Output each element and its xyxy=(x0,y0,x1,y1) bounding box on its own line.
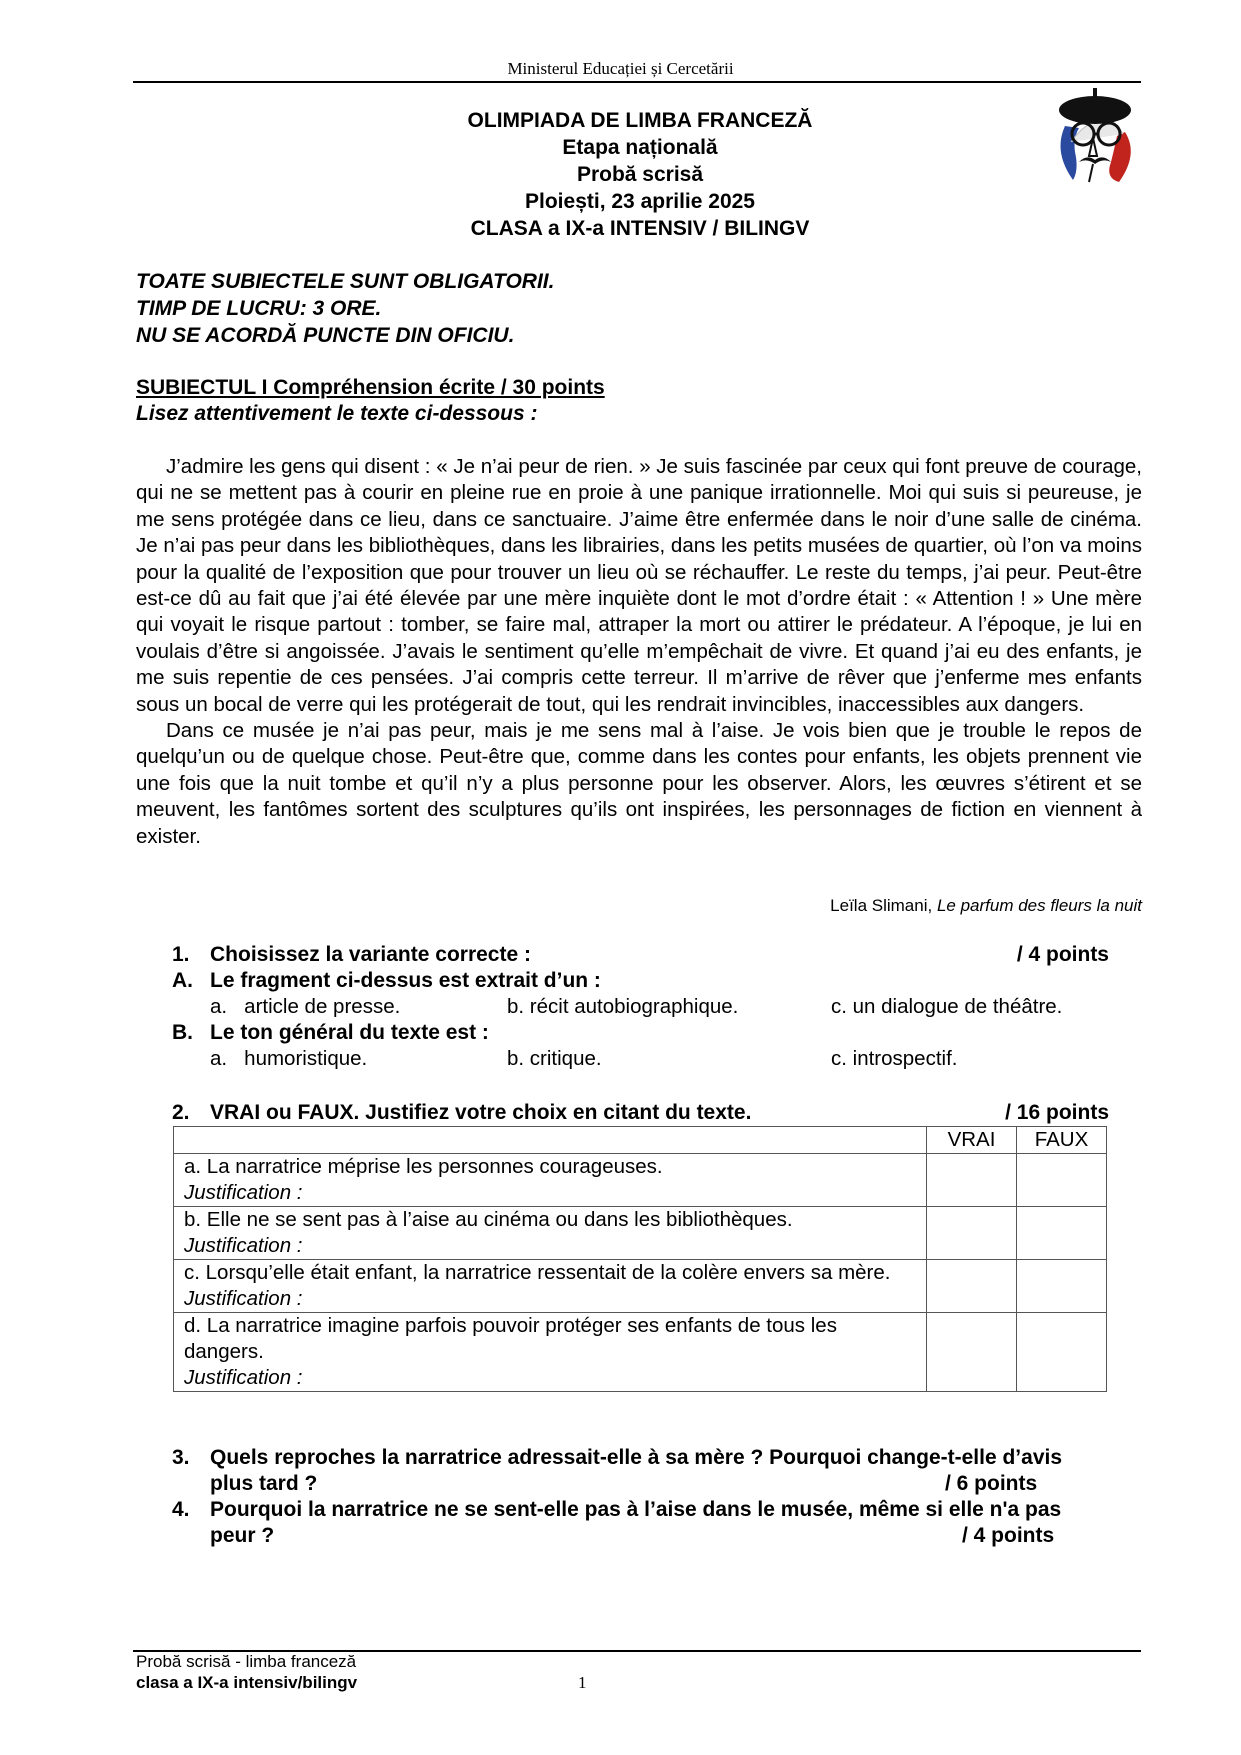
question-text: VRAI ou FAUX. Justifiez votre choix en citant du texte. xyxy=(210,1101,752,1124)
statement-header xyxy=(174,1127,927,1154)
exam-rules xyxy=(136,268,554,349)
footer-exam-type: Probă scrisă - limba franceză xyxy=(136,1652,357,1671)
justification-field[interactable]: Justification : xyxy=(184,1366,303,1389)
false-answer-cell[interactable] xyxy=(1017,1313,1107,1392)
page-number: 1 xyxy=(578,1673,587,1692)
option-1b-c: c. introspectif. xyxy=(831,1047,958,1070)
statement-text: d. La narratrice imagine parfois pouvoir protéger ses enfants de tous les dangers. xyxy=(184,1314,837,1363)
table-row xyxy=(174,1260,1107,1313)
rule-mandatory: TOATE SUBIECTELE SUNT OBLIGATORII. xyxy=(136,270,555,293)
false-answer-cell[interactable] xyxy=(1017,1154,1107,1207)
question-points: / 16 points xyxy=(1005,1101,1109,1124)
question-points: / 4 points xyxy=(1016,943,1109,966)
rule-no-free-points: NU SE ACORDĂ PUNCTE DIN OFICIU. xyxy=(136,324,515,347)
olympiad-title: OLIMPIADA DE LIMBA FRANCEZĂ xyxy=(467,109,813,132)
exam-title-block xyxy=(0,107,1241,242)
question-text-line1: Pourquoi la narratrice ne se sent-elle pas à l’aise dans le musée, même si elle n'a pas xyxy=(210,1498,1062,1521)
true-answer-cell[interactable] xyxy=(927,1207,1017,1260)
question-number: 2. xyxy=(172,1101,190,1124)
question-number: 4. xyxy=(172,1498,190,1521)
subquestion-text: Le fragment ci-dessus est extrait d’un : xyxy=(210,969,601,992)
subject-instruction: Lisez attentivement le texte ci-dessous : xyxy=(136,402,538,425)
question-points: / 4 points xyxy=(962,1524,1055,1547)
option-1a-b: b. récit autobiographique. xyxy=(507,995,739,1018)
option-1b-b: b. critique. xyxy=(507,1047,602,1070)
subject-title: SUBIECTUL I Compréhension écrite / 30 points xyxy=(136,376,605,399)
justification-field[interactable]: Justification : xyxy=(184,1287,303,1310)
statement-cell xyxy=(174,1154,927,1207)
question-text: Choisissez la variante correcte : xyxy=(210,943,531,966)
header-divider xyxy=(133,81,1141,83)
table-row xyxy=(174,1207,1107,1260)
question-text-line1: Quels reproches la narratrice adressait-elle à sa mère ? Pourquoi change-t-elle d’avis xyxy=(210,1446,1063,1469)
passage-source xyxy=(136,896,1142,916)
table-header-row xyxy=(174,1127,1107,1154)
exam-date-location: Ploiești, 23 aprilie 2025 xyxy=(525,190,755,213)
true-false-table xyxy=(173,1126,1107,1392)
true-answer-cell[interactable] xyxy=(927,1154,1017,1207)
column-header-false: FAUX xyxy=(1017,1127,1107,1154)
justification-field[interactable]: Justification : xyxy=(184,1234,303,1257)
question-number: 1. xyxy=(172,943,190,966)
passage-paragraph: Dans ce musée je n’ai pas peur, mais je me sens mal à l’aise. Je vois bien que je trouble le repos de quelqu’un ou de quelque chose. Peut-être que, comme dans les contes pour enfants, les objets prennent vie une fois que la nuit tombe et qu’il n’y a plus personne pour les observer. Alors, les œuvres s’étirent et se meuvent, les fantômes sortent des sculptures qu’ils ont inspirées, les personnages de fiction en viennent à exister. xyxy=(136,719,1142,848)
question-points: / 6 points xyxy=(945,1472,1038,1495)
false-answer-cell[interactable] xyxy=(1017,1260,1107,1313)
passage-paragraph: J’admire les gens qui disent : « Je n’ai peur de rien. » Je suis fascinée par ceux qui font preuve de courage, qui ne se mettent pas à courir en pleine rue en proie à une panique irrationnelle. Moi qui suis si peureuse, je me sens protégée dans ce lieu, dans ce sanctuaire. J’aime être enfermée dans le noir d’une salle de cinéma. Je n’ai pas peur dans les bibliothèques, dans les librairies, dans les petits musées de quartier, où l’on va moins pour la qualité de l’exposition que pour trouver un lieu où se réchauffer. Le reste du temps, j’ai peur. Peut-être est-ce dû au fait que j’ai été élevée par une mère inquiète dont le mot d’ordre était : « Attention ! » Une mère qui voyait le risque partout : tomber, se faire mal, attraper la mort ou attirer le prédateur. A l’époque, je lui en voulais d’être si angoissée. J’avais le sentiment qu’elle m’empêchait de vivre. Et quand j’ai eu des enfants, je me suis repentie de ces pensées. J’ai compris cette terreur. Il m’arrive de rêver que j’enferme mes enfants sous un bocal de verre qui les protégerait de tout, qui les rendrait invincibles, inaccessibles aux dangers. xyxy=(136,455,1142,716)
statement-text: c. Lorsqu’elle était enfant, la narratrice ressentait de la colère envers sa mère. xyxy=(184,1261,891,1284)
justification-field[interactable]: Justification : xyxy=(184,1181,303,1204)
ministry-header: Ministerul Educației și Cercetării xyxy=(507,59,734,78)
stage-title: Etapa națională xyxy=(562,136,718,159)
false-answer-cell[interactable] xyxy=(1017,1207,1107,1260)
reading-passage xyxy=(136,454,1142,850)
subquestion-letter: A. xyxy=(172,969,193,992)
subquestion-letter: B. xyxy=(172,1021,193,1044)
table-row xyxy=(174,1154,1107,1207)
exam-type: Probă scrisă xyxy=(576,163,704,186)
statement-cell xyxy=(174,1207,927,1260)
statement-text: b. Elle ne se sent pas à l’aise au cinéma ou dans les bibliothèques. xyxy=(184,1208,793,1231)
rule-time: TIMP DE LUCRU: 3 ORE. xyxy=(136,297,382,320)
option-1a-c: c. un dialogue de théâtre. xyxy=(831,995,1063,1018)
true-answer-cell[interactable] xyxy=(927,1260,1017,1313)
question-number: 3. xyxy=(172,1446,190,1469)
statement-cell xyxy=(174,1313,927,1392)
source-work: Le parfum des fleurs la nuit xyxy=(936,896,1142,915)
source-author: Leïla Slimani, xyxy=(830,896,937,915)
subquestion-text: Le ton général du texte est : xyxy=(210,1021,489,1044)
question-4-cont: peur ? xyxy=(210,1524,275,1547)
true-answer-cell[interactable] xyxy=(927,1313,1017,1392)
option-1a-a: a. article de presse. xyxy=(210,995,401,1018)
statement-text: a. La narratrice méprise les personnes courageuses. xyxy=(184,1155,663,1178)
statement-cell xyxy=(174,1260,927,1313)
option-1b-a: a. humoristique. xyxy=(210,1047,368,1070)
exam-class: CLASA a IX-a INTENSIV / BILINGV xyxy=(470,217,810,240)
question-3-cont: plus tard ? xyxy=(210,1472,318,1495)
column-header-true: VRAI xyxy=(927,1127,1017,1154)
table-row xyxy=(174,1313,1107,1392)
footer-class: clasa a IX-a intensiv/bilingv xyxy=(136,1673,358,1692)
